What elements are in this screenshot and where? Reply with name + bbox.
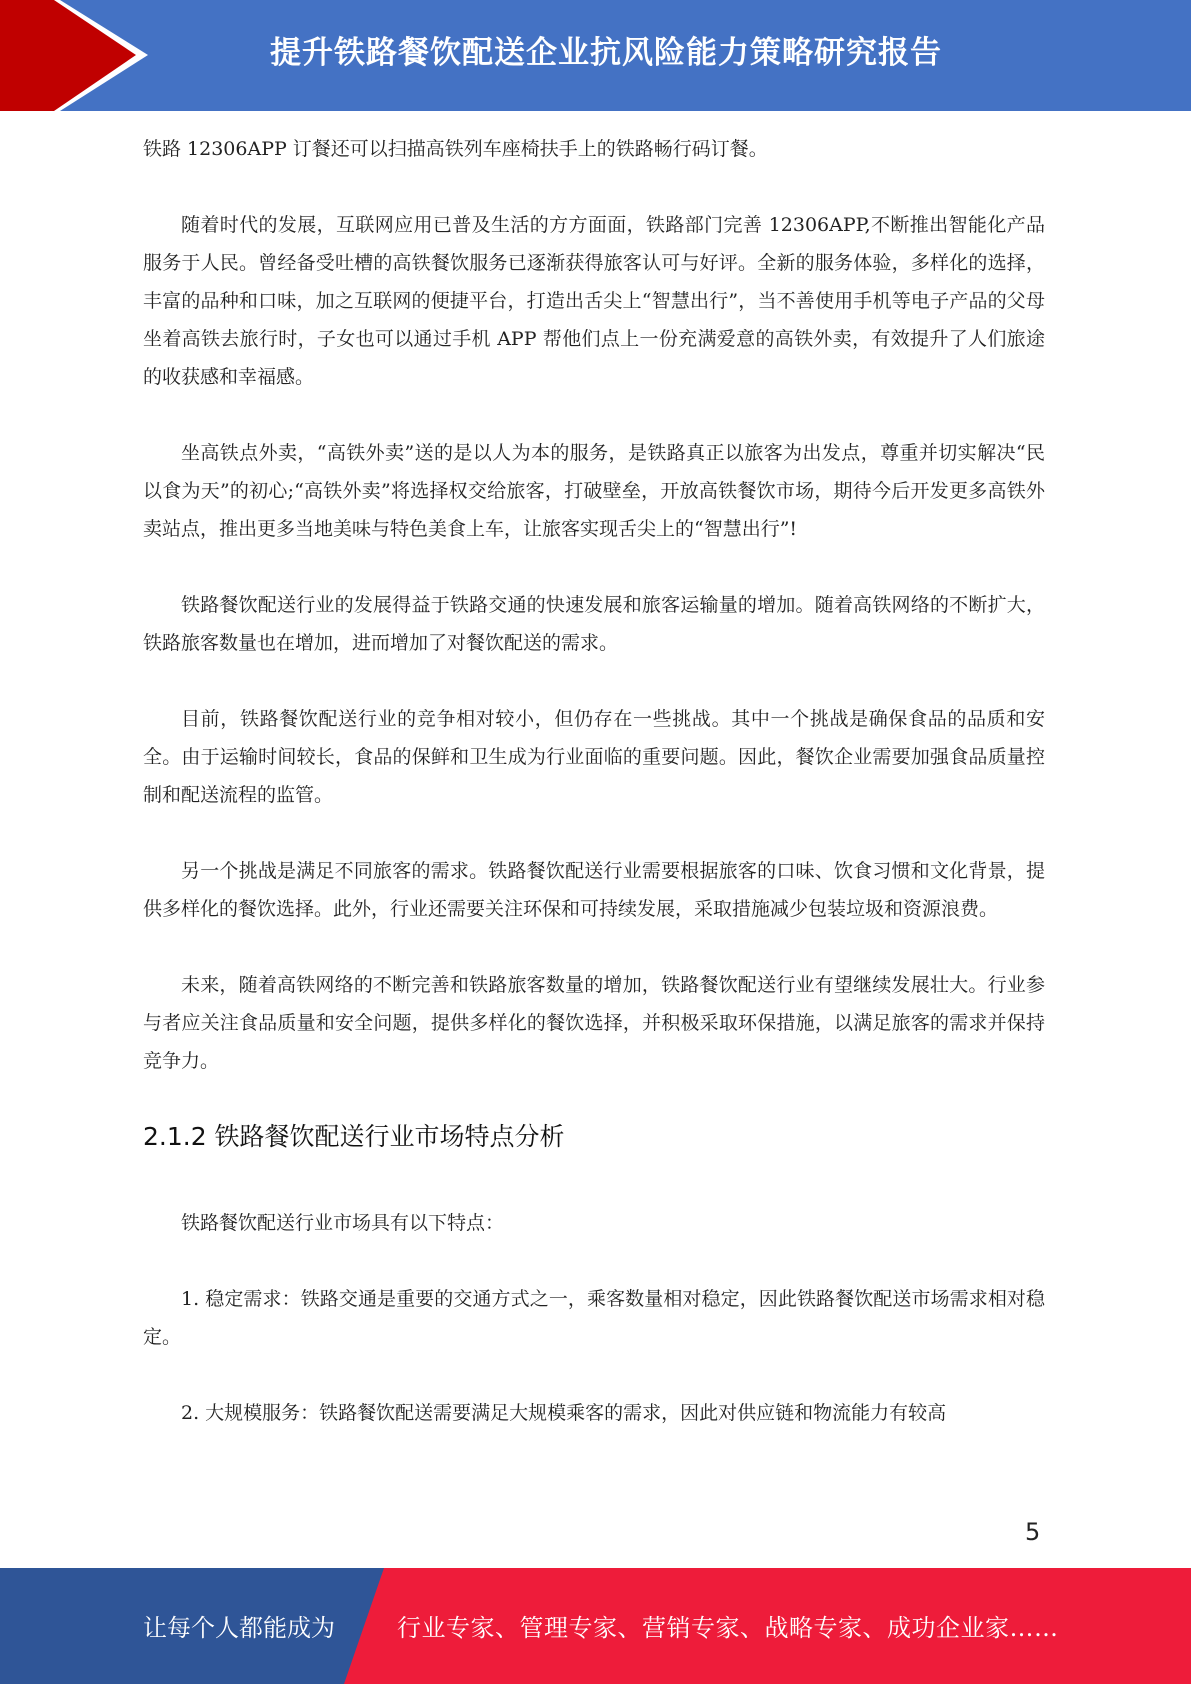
paragraph: 未来，随着高铁网络的不断完善和铁路旅客数量的增加，铁路餐饮配送行业有望继续发展壮大。行业参与者应关注食品质量和安全问题，提供多样化的餐饮选择，并积极采取环保措施，以满足旅客的需求并保持竞争力。 (143, 974, 1045, 1072)
paragraph: 另一个挑战是满足不同旅客的需求。铁路餐饮配送行业需要根据旅客的口味、饮食习惯和文化背景，提供多样化的餐饮选择。此外，行业还需要关注环保和可持续发展，采取措施减少包装垃圾和资源浪费。 (143, 860, 1045, 920)
page-footer (0, 1568, 1191, 1684)
report-title: 提升铁路餐饮配送企业抗风险能力策略研究报告 (270, 35, 942, 71)
paragraph: 铁路餐饮配送行业市场具有以下特点： (181, 1212, 505, 1234)
paragraph: 坐高铁点外卖，“高铁外卖”送的是以人为本的服务，是铁路真正以旅客为出发点，尊重并切实解决“民以食为天”的初心;“高铁外卖”将选择权交给旅客，打破壁垒，开放高铁餐饮市场，期待今后开发更多高铁外卖站点，推出更多当地美味与特色美食上车，让旅客实现舌尖上的“智慧出行”! (143, 442, 1045, 540)
document-body (143, 130, 1045, 1470)
section-heading: 2.1.2 铁路餐饮配送行业市场特点分析 (143, 1122, 565, 1151)
paragraph: 铁路餐饮配送行业的发展得益于铁路交通的快速发展和旅客运输量的增加。随着高铁网络的不断扩大，铁路旅客数量也在增加，进而增加了对餐饮配送的需求。 (143, 594, 1045, 654)
page-number: 5 (1025, 1518, 1041, 1546)
list-item: 2. 大规模服务：铁路餐饮配送需要满足大规模乘客的需求，因此对供应链和物流能力有较高 (181, 1402, 947, 1424)
page-header (0, 0, 1191, 111)
footer-slogan-right: 行业专家、管理专家、营销专家、战略专家、成功企业家…… (397, 1614, 1059, 1642)
paragraph: 随着时代的发展，互联网应用已普及生活的方方面面，铁路部门完善 12306APP,不断推出智能化产品服务于人民。曾经备受吐槽的高铁餐饮服务已逐渐获得旅客认可与好评。全新的服务体验，多样化的选择，丰富的品种和口味，加之互联网的便捷平台，打造出舌尖上“智慧出行”，当不善使用手机等电子产品的父母坐着高铁去旅行时，子女也可以通过手机 APP 帮他们点上一份充满爱意的高铁外卖，有效提升了人们旅途的收获感和幸福感。 (143, 214, 1045, 388)
paragraph: 目前，铁路餐饮配送行业的竞争相对较小，但仍存在一些挑战。其中一个挑战是确保食品的品质和安全。由于运输时间较长，食品的保鲜和卫生成为行业面临的重要问题。因此，餐饮企业需要加强食品质量控制和配送流程的监管。 (143, 708, 1045, 806)
footer-slogan-left: 让每个人都能成为 (143, 1614, 335, 1642)
list-item: 1. 稳定需求：铁路交通是重要的交通方式之一，乘客数量相对稳定，因此铁路餐饮配送市场需求相对稳定。 (143, 1288, 1045, 1348)
paragraph: 铁路 12306APP 订餐还可以扫描高铁列车座椅扶手上的铁路畅行码订餐。 (143, 138, 768, 160)
